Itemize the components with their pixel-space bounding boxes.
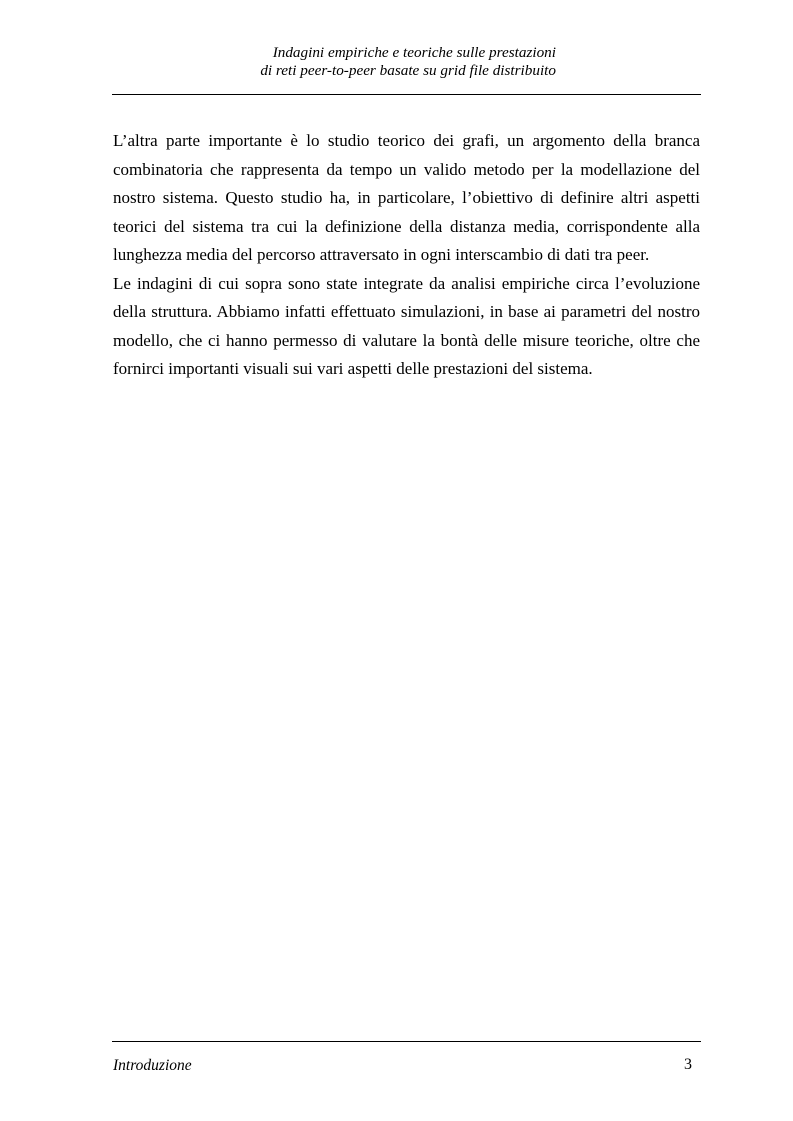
main-text — [113, 127, 700, 384]
header-title-line-2: di reti peer-to-peer basate su grid file distribuito — [260, 62, 556, 79]
footer-divider — [112, 1041, 701, 1042]
footer-chapter-title: Introduzione — [113, 1057, 192, 1074]
page-number: 3 — [684, 1056, 692, 1073]
header-divider — [112, 94, 701, 95]
paragraph-2: Le indagini di cui sopra sono state integrate da analisi empiriche circa l’evoluzione della struttura. Abbiamo infatti effettuato simulazioni, in base ai parametri del nostro modello, che ci hanno permesso di valutare la bontà delle misure teoriche, oltre che fornirci importanti visuali sui vari aspetti delle prestazioni del sistema. — [113, 273, 700, 378]
paragraph-1: L’altra parte importante è lo studio teorico dei grafi, un argomento della branca combinatoria che rappresenta da tempo un valido metodo per la modellazione del nostro sistema. Questo studio ha, in particolare, l’obiettivo di definire altri aspetti teorici del sistema tra cui la definizione della distanza media, corrispondente alla lunghezza media del percorso attraversato in ogni interscambio di dati tra peer. — [113, 131, 700, 264]
header-title-line-1: Indagini empiriche e teoriche sulle prestazioni — [272, 44, 556, 61]
running-header — [116, 44, 556, 80]
